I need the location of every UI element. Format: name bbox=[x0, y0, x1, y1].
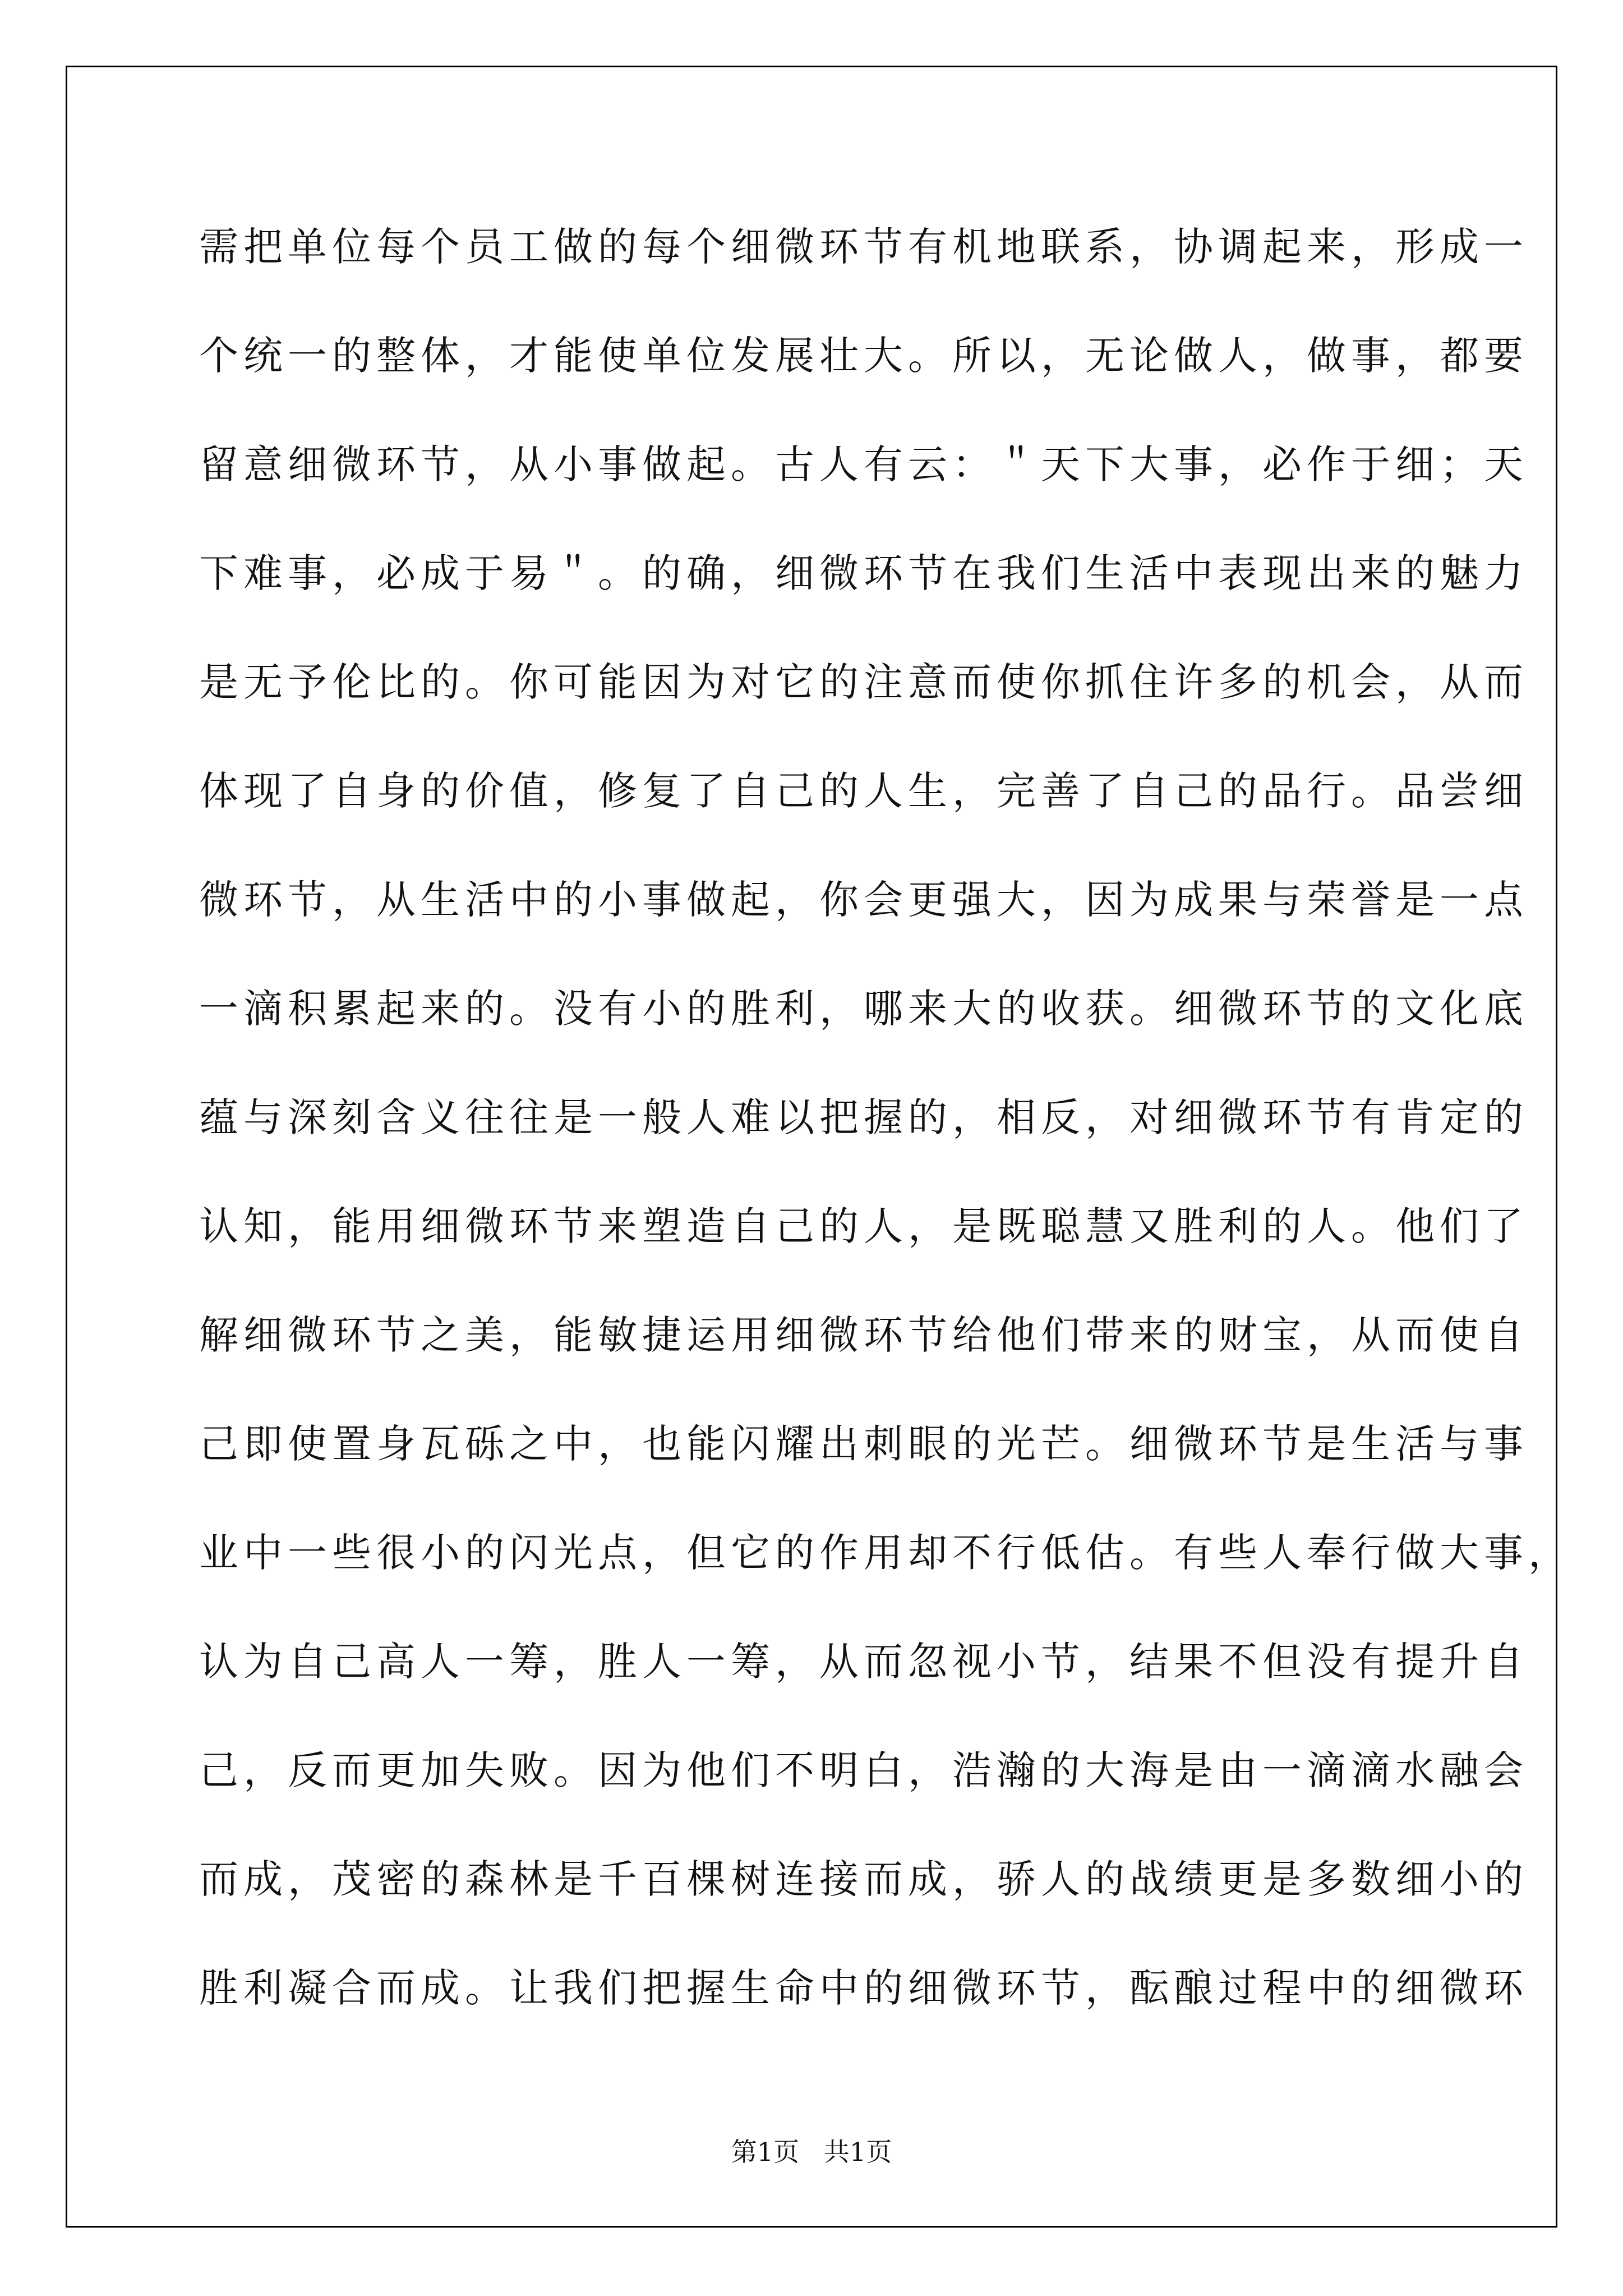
text-line: 需把单位每个员工做的每个细微环节有机地联系，协调起来，形成一 bbox=[199, 224, 1528, 270]
text-line: 解细微环节之美，能敏捷运用细微环节给他们带来的财宝，从而使自 bbox=[199, 1312, 1528, 1358]
text-line: 体现了自身的价值，修复了自己的人生，完善了自己的品行。品尝细 bbox=[199, 768, 1528, 814]
page-footer: 第1页 共1页 bbox=[731, 2137, 892, 2167]
text-line: 认为自己高人一筹，胜人一筹，从而忽视小节，结果不但没有提升自 bbox=[199, 1639, 1528, 1685]
text-line: 胜利凝合而成。让我们把握生命中的细微环节，酝酿过程中的细微环 bbox=[199, 1965, 1528, 2011]
text-line: 留意细微环节，从小事做起。古人有云：＂天下大事，必作于细；天 bbox=[199, 441, 1528, 487]
text-line: 一滴积累起来的。没有小的胜利，哪来大的收获。细微环节的文化底 bbox=[199, 986, 1528, 1032]
text-line: 蕴与深刻含义往往是一般人难以把握的，相反，对细微环节有肯定的 bbox=[199, 1094, 1528, 1140]
text-line: 己，反而更加失败。因为他们不明白，浩瀚的大海是由一滴滴水融会 bbox=[199, 1747, 1528, 1793]
text-line: 而成，茂密的森林是千百棵树连接而成，骄人的战绩更是多数细小的 bbox=[199, 1856, 1528, 1902]
document-body bbox=[199, 219, 1573, 2069]
text-line: 认知，能用细微环节来塑造自己的人，是既聪慧又胜利的人。他们了 bbox=[199, 1203, 1528, 1249]
text-line: 个统一的整体，才能使单位发展壮大。所以，无论做人，做事，都要 bbox=[199, 333, 1528, 379]
text-line: 己即使置身瓦砾之中，也能闪耀出刺眼的光芒。细微环节是生活与事 bbox=[199, 1421, 1528, 1467]
text-line: 业中一些很小的闪光点，但它的作用却不行低估。有些人奉行做大事， bbox=[199, 1530, 1573, 1576]
text-line: 微环节，从生活中的小事做起，你会更强大，因为成果与荣誉是一点 bbox=[199, 877, 1528, 923]
text-line: 下难事，必成于易＂。的确，细微环节在我们生活中表现出来的魅力 bbox=[199, 550, 1528, 596]
text-line: 是无予伦比的。你可能因为对它的注意而使你抓住许多的机会，从而 bbox=[199, 659, 1528, 705]
